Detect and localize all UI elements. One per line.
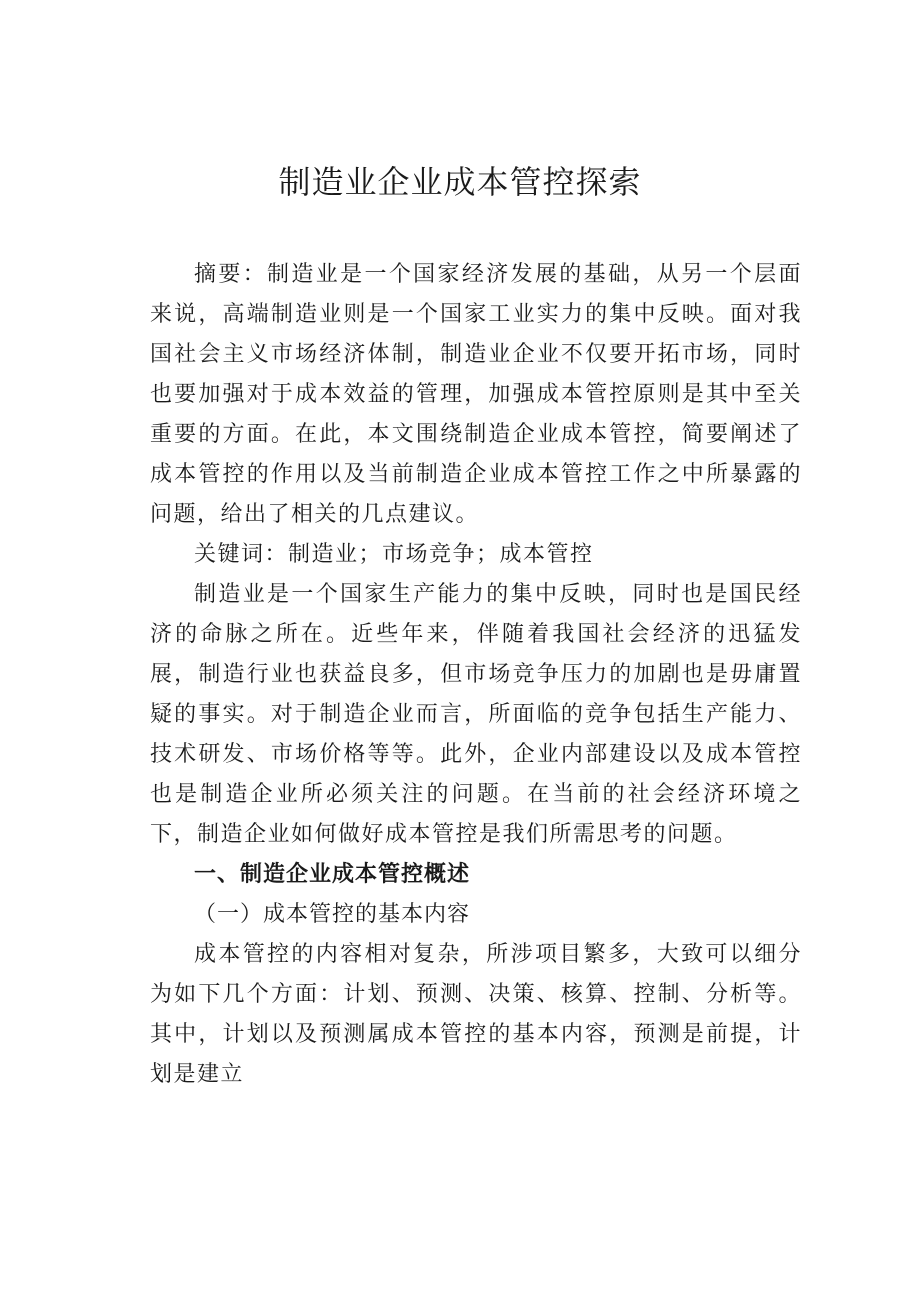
intro-paragraph: 制造业是一个国家生产能力的集中反映，同时也是国民经济的命脉之所在。近些年来，伴随着我国社会经济的迅猛发展，制造行业也获益良多，但市场竞争压力的加剧也是毋庸置疑的事实。对于制造企业而言，所面临的竞争包括生产能力、技术研发、市场价格等等。此外，企业内部建设以及成本管控也是制造企业所必须关注的问题。在当前的社会经济环境之下，制造企业如何做好成本管控是我们所需思考的问题。	[150, 582, 802, 847]
section-heading: 一、制造企业成本管控概述	[194, 862, 471, 887]
abstract-paragraph: 摘要：制造业是一个国家经济发展的基础，从另一个层面来说，高端制造业则是一个国家工业实力的集中反映。面对我国社会主义市场经济体制，制造业企业不仅要开拓市场，同时也要加强对于成本效益的管理，加强成本管控原则是其中至关重要的方面。在此，本文围绕制造企业成本管控，简要阐述了成本管控的作用以及当前制造企业成本管控工作之中所暴露的问题，给出了相关的几点建议。	[150, 262, 802, 527]
keywords-line: 关键词：制造业；市场竞争；成本管控	[194, 542, 594, 567]
document-title: 制造业企业成本管控探索	[278, 163, 642, 201]
subsection-heading: （一）成本管控的基本内容	[194, 902, 471, 927]
document-body	[150, 255, 802, 1095]
subsection-paragraph: 成本管控的内容相对复杂，所涉项目繁多，大致可以细分为如下几个方面：计划、预测、决策、核算、控制、分析等。其中，计划以及预测属成本管控的基本内容，预测是前提，计划是建立	[150, 942, 802, 1087]
